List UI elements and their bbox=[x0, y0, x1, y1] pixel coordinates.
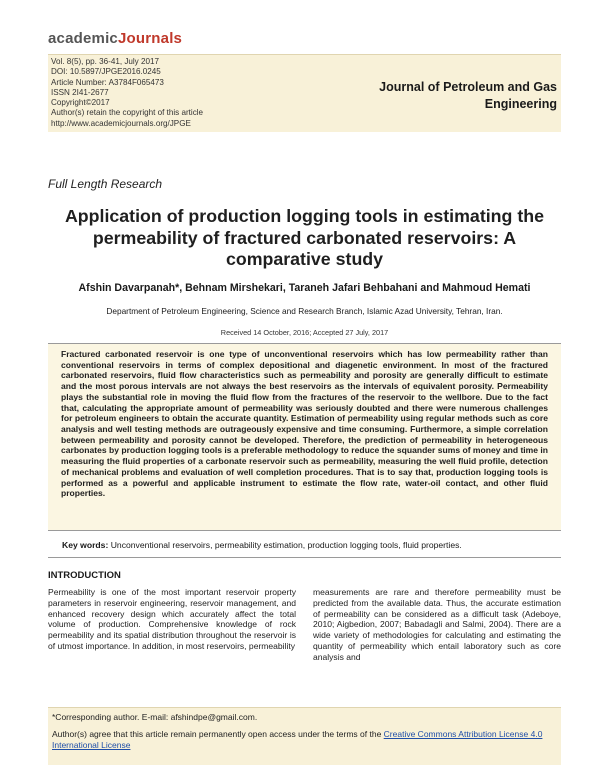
meta-article-number: Article Number: A3784F065473 bbox=[51, 77, 164, 87]
journal-header-box bbox=[48, 54, 561, 132]
logo-part-journals: Journals bbox=[117, 30, 183, 47]
intro-column-right: measurements are rare and therefore permeability must be predicted from the available data. Thus, the accurate estimation of permeability can be considered as a difficult task (Adeboye, 2010; Aigbedion, 2007; Babadagli and Salmi, 2004). There are a wide variety of methodologies for calculating and estimating the quantity of permeability which entail laboratory such as core analysis and bbox=[313, 587, 561, 662]
article-title: Application of production logging tools in estimating the permeability of fractured carbonated reservoirs: A comparative study bbox=[64, 206, 545, 269]
journal-name bbox=[379, 79, 557, 113]
footnote-box bbox=[48, 707, 561, 765]
corresponding-author: *Corresponding author. E-mail: afshindpe@gmail.com. bbox=[52, 712, 258, 722]
publisher-logo bbox=[48, 30, 182, 47]
keywords bbox=[62, 540, 557, 550]
abstract-text: Fractured carbonated reservoir is one type of unconventional reservoirs which has low permeability rather than conventional reservoirs in terms of complex depositional and diagenetic environment. In most of the fractured carbonated reservoirs, fluid flow characteristics such as permeability and porosity are generally difficult to estimate and the most porous intervals are not always the best reservoirs as the intervals of equivalent porosity. Permeability plays the substantial role in moving the fluid flow from the fractures of the reservoir to the wellbore. Due to the fact that, calculating the appropriate amount of permeability was seriously doubted and there were numerous challenges for petroleum engineers to obtain the accurate quantity. Estimation of permeability using regular methods such as core analysis and well testing methods are outrageously expensive and time consuming. Furthermore, a simple correlation between permeability and porosity cannot be developed. Therefore, the prediction of permeability in heterogeneous carbonates by production logging tools is a preferable methodology to reduce the squander sums of money and time in measuring the fluid properties of a carbonate reservoir such as permeability, measuring the well fluid profile, detection of mechanical problems and evaluation of well completion procedures. That is to say that, production logging tools is performed as a powerful and applicable instrument to estimate the flow rate, water-oil contact, and other fluid properties. bbox=[61, 349, 548, 499]
abstract-box bbox=[48, 343, 561, 531]
keywords-label: Key words: bbox=[62, 540, 109, 550]
meta-issn: ISSN 2I41-2677 bbox=[51, 87, 109, 97]
meta-url[interactable]: http://www.academicjournals.org/JPGE bbox=[51, 118, 191, 128]
license-note bbox=[52, 729, 557, 751]
meta-volume: Vol. 8(5), pp. 36-41, July 2017 bbox=[51, 57, 159, 66]
journal-name-line2: Engineering bbox=[484, 97, 557, 111]
article-type: Full Length Research bbox=[48, 177, 163, 191]
journal-name-line1: Journal of Petroleum and Gas bbox=[379, 80, 557, 94]
meta-doi: DOI: 10.5897/JPGE2016.0245 bbox=[51, 67, 161, 77]
received-dates: Received 14 October, 2016; Accepted 27 July, 2017 bbox=[220, 328, 389, 337]
affiliation: Department of Petroleum Engineering, Science and Research Branch, Islamic Azad University, Tehran, Iran. bbox=[106, 306, 503, 316]
section-divider bbox=[48, 557, 561, 558]
article-meta bbox=[51, 57, 203, 129]
meta-rights: Author(s) retain the copyright of this article bbox=[51, 108, 204, 118]
meta-copyright: Copyright©2017 bbox=[51, 98, 110, 108]
author-list: Afshin Davarpanah*, Behnam Mirshekari, Taraneh Jafari Behbahani and Mahmoud Hemati bbox=[78, 282, 531, 294]
introduction-heading: INTRODUCTION bbox=[48, 570, 121, 581]
license-link[interactable]: Creative Commons Attribution License 4.0 International License bbox=[52, 728, 543, 750]
keywords-list: Unconventional reservoirs, permeability estimation, production logging tools, fluid properties. bbox=[108, 540, 462, 550]
license-text: Author(s) agree that this article remain permanently open access under the terms of the bbox=[52, 728, 384, 739]
intro-column-left: Permeability is one of the most important reservoir property parameters in reservoir engineering, reservoir management, and enhanced recovery design which accurately affect the total volume of production. Comprehensive knowledge of rock permeability and its spatial distribution throughout the reservoir is of utmost importance. In addition, in most reservoirs, permeability bbox=[48, 587, 296, 651]
logo-part-academic: academic bbox=[48, 30, 118, 47]
